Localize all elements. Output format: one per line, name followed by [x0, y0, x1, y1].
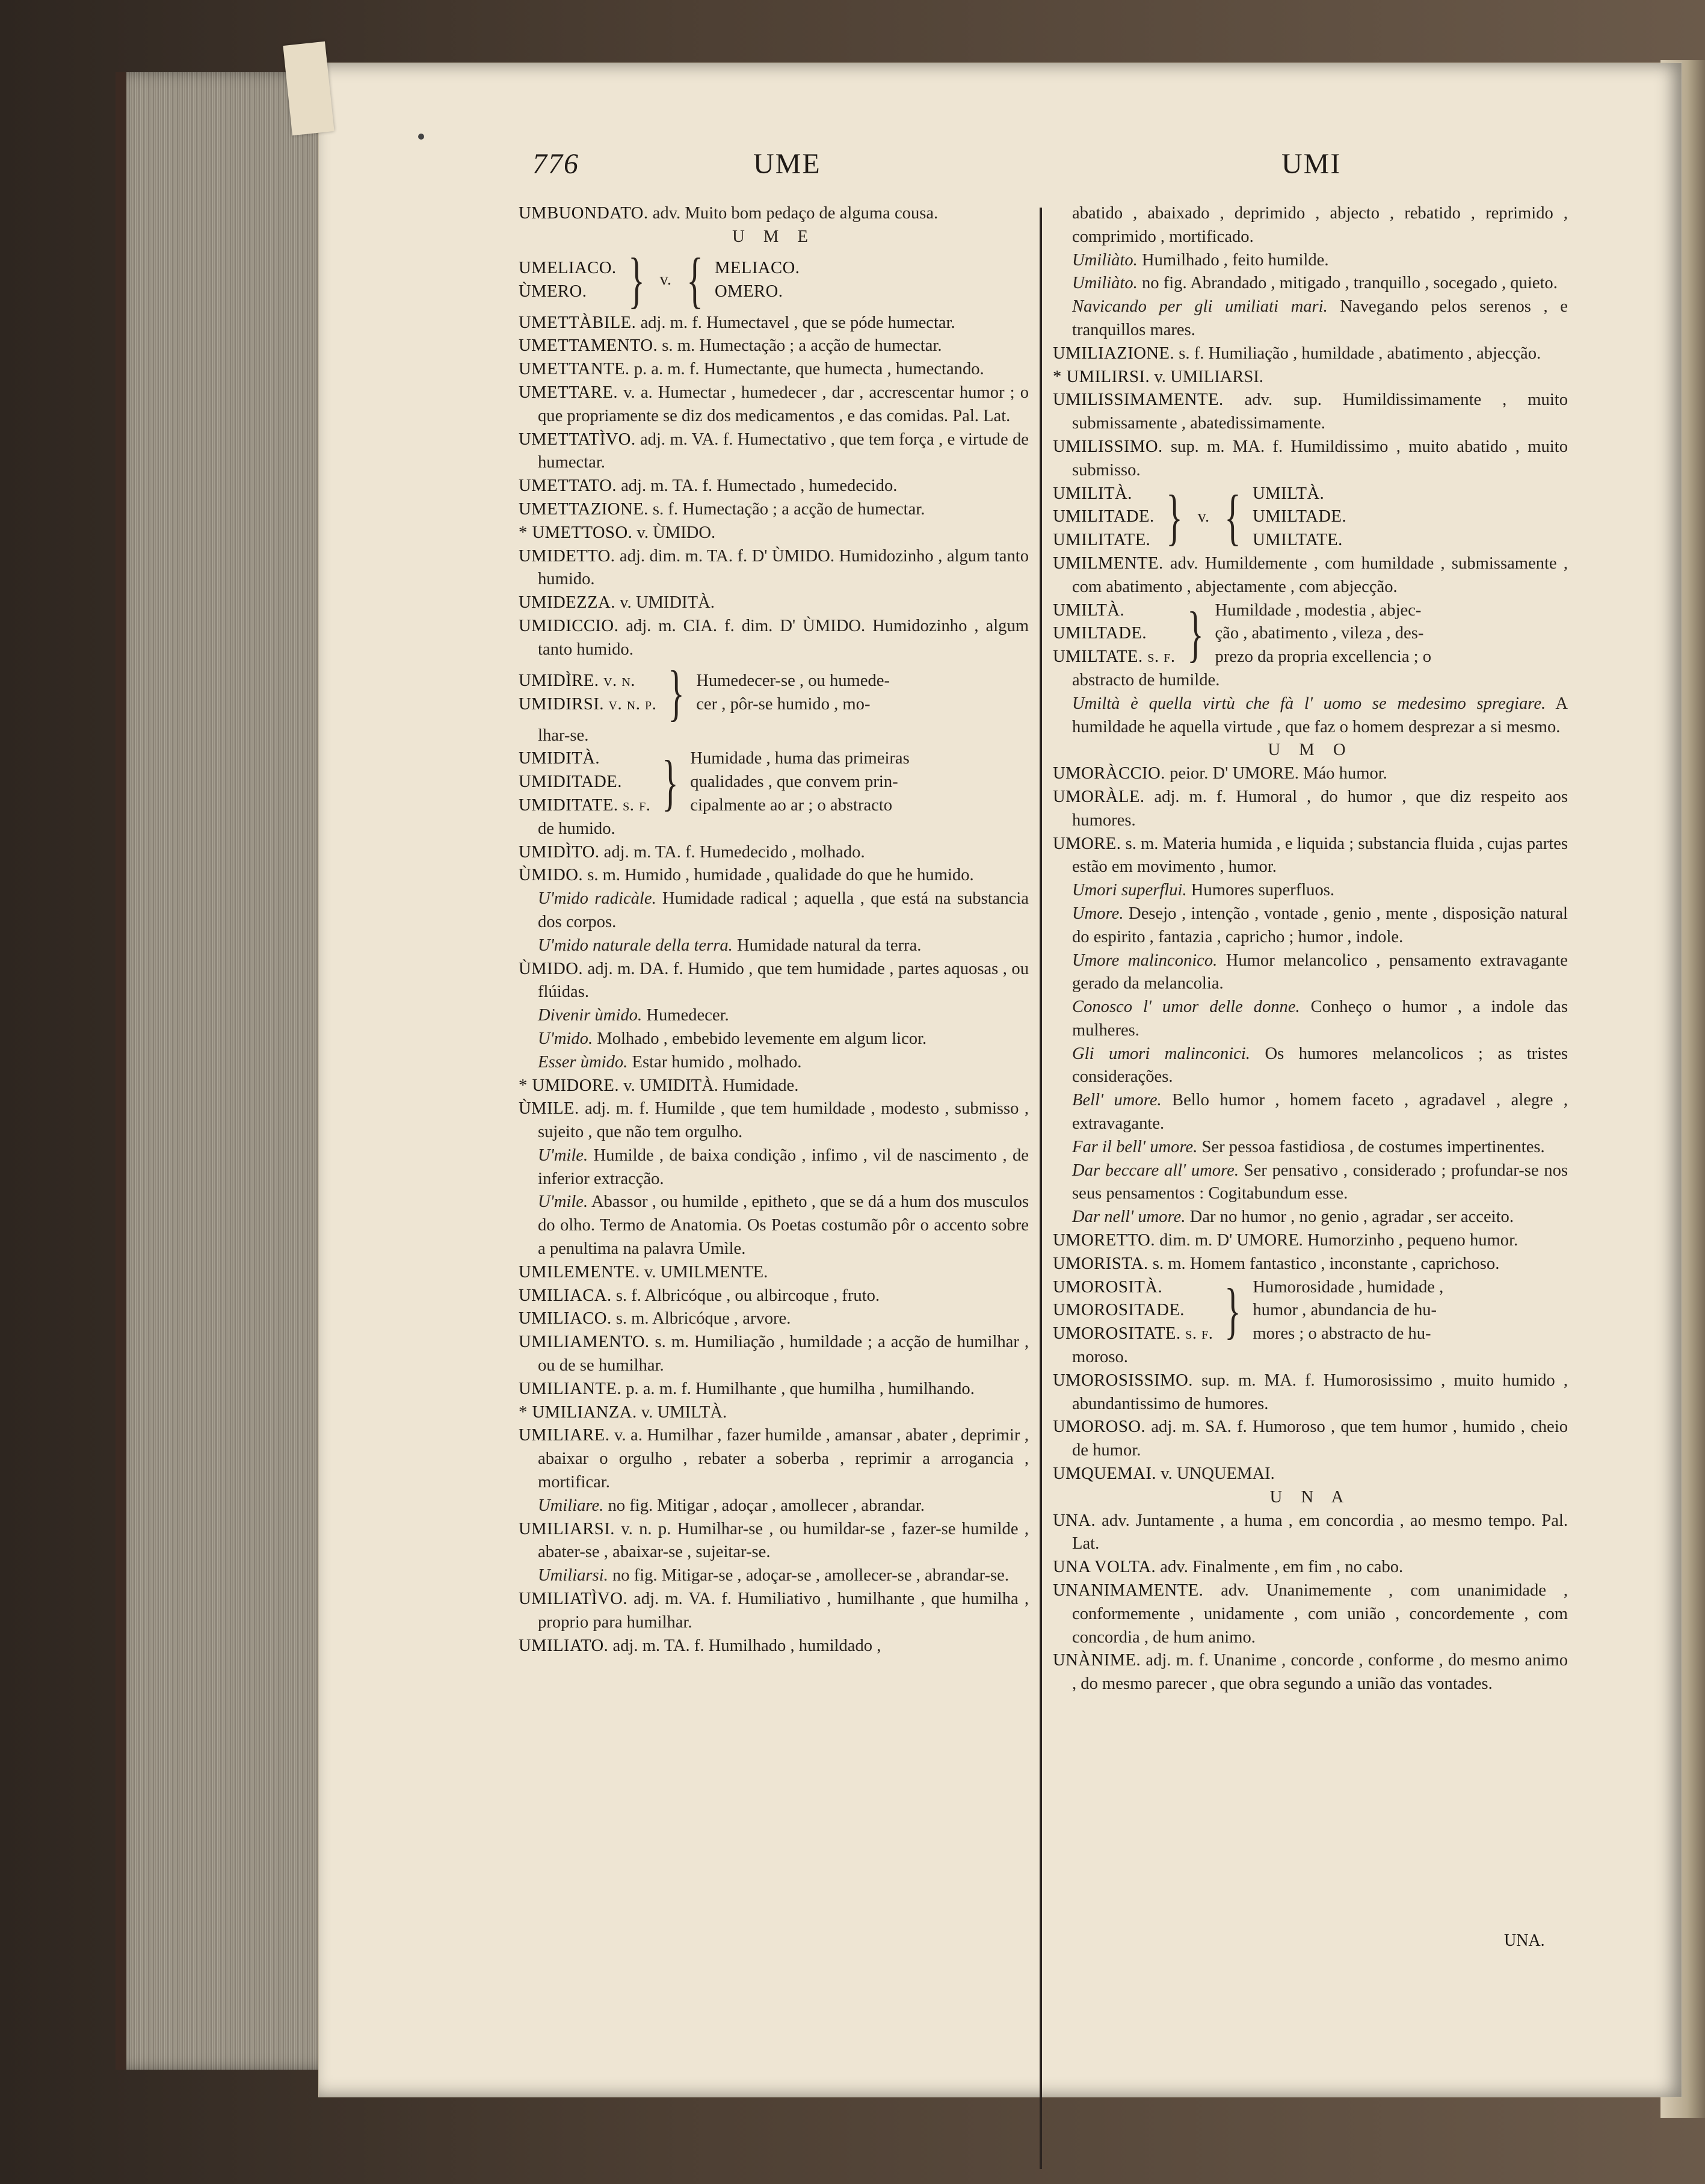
- dictionary-entry: [519, 1588, 1029, 1635]
- headword: ÙMIDO.: [519, 866, 584, 885]
- dictionary-entry: [519, 864, 1029, 887]
- sub-entry: [1053, 1043, 1568, 1090]
- bracketed-entry-group: [519, 747, 1029, 817]
- brace-icon: }: [1224, 1276, 1242, 1345]
- definition-line: OMERO.: [715, 282, 783, 301]
- definition: adj. m. f. Humectavel , que se póde humectar.: [636, 313, 955, 332]
- column-right: [1053, 202, 1568, 1696]
- headword: UMIDÌTO.: [519, 842, 600, 862]
- definition-line: ção , abatimento , vileza , des-: [1215, 624, 1424, 643]
- headword: UMILTADE.: [1053, 624, 1147, 643]
- dictionary-entry: [1053, 366, 1568, 389]
- phrase: Umore malinconico.: [1072, 951, 1218, 970]
- sub-entry: [1053, 693, 1568, 739]
- running-head-right: UMI: [1281, 148, 1342, 180]
- phrase: Esser ùmido.: [538, 1052, 628, 1072]
- sub-entry: [519, 1144, 1029, 1191]
- definition: s. m. Humiliação , humildade ; a acção de humilhar , ou de se humilhar.: [538, 1333, 1029, 1375]
- headword: UMIDICCIO.: [519, 616, 619, 635]
- phrase: Conosco l' umor delle donne.: [1072, 998, 1300, 1017]
- dictionary-entry: [519, 335, 1029, 358]
- headword: * UMIDORE.: [519, 1076, 620, 1095]
- definition: Humidade natural da terra.: [732, 936, 922, 955]
- dictionary-entry: [1053, 1229, 1568, 1253]
- definition-line: humor , abundancia de hu-: [1253, 1301, 1437, 1320]
- group-headwords: [1053, 1276, 1213, 1346]
- dictionary-entry: [1053, 436, 1568, 483]
- page-number: 776: [532, 148, 579, 180]
- definition-line: Humidade , huma das primeiras: [690, 749, 910, 768]
- column-divider: [1040, 208, 1042, 2169]
- headword: UMILIARSI.: [519, 1519, 615, 1538]
- headword: UMOROSITADE.: [1053, 1301, 1185, 1320]
- headword: UMILIAZIONE.: [1053, 344, 1175, 363]
- headword: UMILISSIMAMENTE.: [1053, 390, 1224, 410]
- headword: UMETTATÌVO.: [519, 430, 636, 449]
- definition-line: UMILTATE.: [1253, 531, 1343, 550]
- headword: UMILIACA.: [519, 1286, 612, 1305]
- headword: UMELIACO.: [519, 258, 617, 277]
- phrase: U'mile.: [538, 1192, 588, 1212]
- definition: v. UMIDITÀ. Humidade.: [619, 1076, 799, 1095]
- phrase: Umiltà è quella virtù che fà l' uomo se medesimo spregiare.: [1072, 694, 1546, 713]
- dictionary-entry: [519, 1075, 1029, 1098]
- definition-line: Humildade , modestia , abjec-: [1215, 600, 1422, 620]
- sub-entry: [1053, 902, 1568, 949]
- headword: UNÀNIME.: [1053, 1651, 1141, 1670]
- headword: UMIDETTO.: [519, 546, 615, 566]
- dictionary-entry: [519, 498, 1029, 522]
- definition: Dar no humor , no genio , agradar , ser acceito.: [1185, 1208, 1514, 1227]
- definition: v. ÙMIDO.: [632, 523, 716, 542]
- headword: UMETTÀBILE.: [519, 313, 637, 332]
- dictionary-entry: [519, 1261, 1029, 1285]
- phrase: U'mido radicàle.: [538, 889, 656, 908]
- definition: A humildade he aquella virtude , que faz o homem desprezar a si mesmo.: [1072, 694, 1568, 736]
- dictionary-entry: [519, 1378, 1029, 1401]
- brace-icon: {: [1224, 482, 1241, 552]
- group-definition: [1253, 483, 1568, 552]
- headword: UMOROSITATE. s. f.: [1053, 1324, 1213, 1343]
- definition: s. m. Humido , humidade , qualidade do que he humido.: [583, 866, 974, 885]
- definition: Humilhado , feito humilde.: [1137, 250, 1329, 270]
- dictionary-entry: [519, 202, 1029, 226]
- headword: UMIDÌRE. v. n.: [519, 671, 635, 690]
- definition: sup. m. MA. f. Humildissimo , muito abatido , muito submisso.: [1072, 437, 1568, 480]
- headword: UMIDITADE.: [519, 773, 622, 792]
- definition: abatido , abaixado , deprimido , abjecto , rebatido , reprimido , comprimido , mortificado.: [1072, 204, 1568, 246]
- sub-entry: [1053, 202, 1568, 249]
- phrase: Bell' umore.: [1072, 1091, 1162, 1110]
- definition-line: Humorosidade , humidade ,: [1253, 1277, 1444, 1297]
- headword: UMILIARE.: [519, 1426, 610, 1445]
- phrase: Umiliarsi.: [538, 1566, 608, 1585]
- definition-line: mores ; o abstracto de hu-: [1253, 1324, 1431, 1343]
- dictionary-entry: [519, 1401, 1029, 1425]
- brace-icon: }: [1186, 599, 1204, 668]
- definition: adv. Unanimemente , com unanimidade , conformemente , unidamente , com união , concordemente , com concordia , de hum animo.: [1072, 1581, 1568, 1647]
- headword: UMORISTA.: [1053, 1254, 1148, 1273]
- phrase: Umiliàto.: [1072, 274, 1138, 293]
- definition: s. m. Homem fantastico , inconstante , caprichoso.: [1148, 1254, 1500, 1273]
- bracketed-entry-group: [1053, 599, 1568, 669]
- definition: v. UMIDITÀ.: [615, 593, 715, 612]
- definition: no fig. Mitigar , adoçar , amollecer , abrandar.: [603, 1496, 925, 1515]
- definition: adj. m. f. Humoral , do humor , que diz respeito aos humores.: [1072, 787, 1568, 830]
- definition: Humor melancolico , pensamento extravagante gerado da melancolia.: [1072, 951, 1568, 993]
- definition: adj. m. SA. f. Humoroso , que tem humor , humido , cheio de humor.: [1072, 1417, 1568, 1460]
- headword: * UMILIANZA.: [519, 1402, 637, 1422]
- definition: v. UMILIARSI.: [1150, 367, 1263, 386]
- phrase: Umiliàto.: [1072, 250, 1138, 270]
- sub-entry: [1053, 295, 1568, 342]
- bracketed-entry-group: [1053, 483, 1568, 552]
- definition: s. f. Humectação ; a acção de humectar.: [648, 499, 925, 519]
- definition: Navegando pelos serenos , e tranquillos mares.: [1072, 297, 1568, 339]
- headword: UMOROSO.: [1053, 1417, 1146, 1437]
- phrase: Umori superflui.: [1072, 881, 1187, 900]
- definition: s. m. Materia humida , e liquida ; substancia fluida , cujas partes estão em movimento , humor.: [1072, 834, 1568, 877]
- sub-entry: [1053, 879, 1568, 902]
- definition: adj. m. DA. f. Humido , que tem humidade , partes aquosas , ou flúidas.: [538, 959, 1029, 1002]
- headword: UMORÀCCIO.: [1053, 764, 1165, 783]
- definition-line: UMILTADE.: [1253, 507, 1347, 526]
- definition: s. f. Humiliação , humildade , abatimento , abjecção.: [1174, 344, 1541, 363]
- definition: adj. dim. m. TA. f. D' ÙMIDO. Humidozinho , algum tanto humido.: [538, 546, 1029, 589]
- definition: Bello humor , homem faceto , agradavel , alegre , extravagante.: [1072, 1091, 1568, 1134]
- headword: UMILTÀ.: [1053, 600, 1125, 620]
- phrase: Umore.: [1072, 904, 1124, 923]
- definition: v. a. Humilhar , fazer humilde , amansar , abater , deprimir , abaixar o orgulho , rebater a soberba , reprimir a arrogancia , mortificar.: [538, 1426, 1029, 1492]
- group-definition: [690, 747, 1029, 817]
- dictionary-entry: [1053, 1463, 1568, 1486]
- sub-entry: [1053, 996, 1568, 1043]
- headword: UMETTAMENTO.: [519, 336, 658, 356]
- definition-continuation: lhar-se.: [538, 726, 589, 745]
- group-headwords: [519, 747, 650, 817]
- dictionary-entry: [1053, 342, 1568, 366]
- sub-entry: [1053, 949, 1568, 996]
- sub-entry: [519, 1191, 1029, 1260]
- column-left: [519, 202, 1029, 1658]
- dictionary-entry: [1053, 762, 1568, 786]
- definition: adj. m. VA. f. Humectativo , que tem força , e virtude de humectar.: [538, 430, 1029, 472]
- sub-entry: [519, 934, 1029, 958]
- headword: UMORE.: [1053, 834, 1121, 853]
- definition: adv. sup. Humildissimamente , muito submissamente , abatedissimamente.: [1072, 390, 1568, 433]
- definition-line: prezo da propria excellencia ; o: [1215, 647, 1432, 667]
- dictionary-entry: [519, 381, 1029, 428]
- definition: Estar humido , molhado.: [627, 1052, 802, 1072]
- definition: adj. m. VA. f. Humiliativo , humilhante , que humilha , proprio para humilhar.: [538, 1590, 1029, 1632]
- phrase: Dar beccare all' umore.: [1072, 1161, 1239, 1180]
- group-headwords: [1053, 483, 1155, 552]
- dictionary-entry: [1053, 1253, 1568, 1276]
- dictionary-entry: [519, 428, 1029, 475]
- dictionary-entry: [1053, 1416, 1568, 1463]
- section-heading: U M O: [1268, 741, 1353, 760]
- definition: adv. Muito bom pedaço de alguma cousa.: [648, 204, 939, 223]
- sub-entry: [1053, 249, 1568, 273]
- dictionary-entry: [1053, 1649, 1568, 1696]
- headword: UMILIACO.: [519, 1309, 612, 1328]
- dictionary-entry: [1053, 1510, 1568, 1556]
- phrase: Far il bell' umore.: [1072, 1137, 1198, 1156]
- definition: v. n. p. Humilhar-se , ou humildar-se , fazer-se humilde , abater-se , abaixar-se , sujeitar-se.: [538, 1519, 1029, 1562]
- headword: UMOROSITÀ.: [1053, 1277, 1163, 1297]
- brace-icon: }: [1165, 482, 1183, 552]
- sub-entry: [519, 1564, 1029, 1588]
- group-headwords: [519, 670, 656, 717]
- dictionary-entry: [519, 1097, 1029, 1144]
- sub-entry: [1053, 272, 1568, 295]
- definition: adj. m. TA. f. Humectado , humedecido.: [616, 477, 898, 496]
- definition: Ser pensativo , considerado ; profundar-se nos seus pensamentos : Cogitabundum esse.: [1072, 1161, 1568, 1203]
- headword: UMETTAZIONE.: [519, 499, 649, 519]
- definition: sup. m. MA. f. Humorosissimo , muito humido , abundantissimo de humores.: [1072, 1371, 1568, 1413]
- headword: UMORETTO.: [1053, 1231, 1155, 1250]
- dictionary-entry: [519, 1307, 1029, 1331]
- definition-line: MELIACO.: [715, 258, 800, 277]
- headword: UMILIATÌVO.: [519, 1590, 627, 1609]
- brace-icon: }: [668, 658, 685, 727]
- definition: adj. m. f. Humilde , que tem humildade , modesto , submisso , sujeito , que não tem orgulho.: [538, 1099, 1029, 1142]
- headword: UMIDITATE. s. f.: [519, 795, 651, 815]
- dictionary-entry: [519, 591, 1029, 615]
- headword: UMIDITÀ.: [519, 749, 600, 768]
- sub-entry: [1053, 1089, 1568, 1136]
- headword: UMILIANTE.: [519, 1379, 621, 1398]
- definition: Humedecer.: [642, 1006, 729, 1025]
- definition-continuation: moroso.: [1072, 1348, 1128, 1367]
- cross-reference-marker: v.: [659, 270, 672, 289]
- definition: adj. m. CIA. f. dim. D' ÙMIDO. Humidozinho , algum tanto humido.: [538, 616, 1029, 659]
- headword: ÙMILE.: [519, 1099, 579, 1118]
- group-headwords: [519, 257, 617, 304]
- group-definition: [696, 670, 1029, 717]
- phrase: Navicando per gli umiliati mari.: [1072, 297, 1328, 316]
- definition: peior. D' UMORE. Máo humor.: [1165, 764, 1387, 783]
- definition: Humores superfluos.: [1186, 881, 1335, 900]
- bracketed-entry-group: [519, 245, 1029, 315]
- dictionary-entry: [1053, 552, 1568, 599]
- headword: UMILMENTE.: [1053, 554, 1164, 573]
- dictionary-entry: [519, 1635, 1029, 1658]
- brace-icon: }: [662, 747, 679, 817]
- definition-line: cer , pôr-se humido , mo-: [696, 694, 871, 714]
- headword: UMILIAMENTO.: [519, 1333, 650, 1352]
- phrase: U'mile.: [538, 1146, 588, 1165]
- definition-continuation: de humido.: [538, 819, 615, 838]
- brace-icon: }: [627, 245, 645, 315]
- headword: UMILITATE.: [1053, 531, 1151, 550]
- dictionary-entry: [1053, 1369, 1568, 1416]
- sub-entry: [1053, 1206, 1568, 1229]
- dictionary-entry: [519, 615, 1029, 662]
- group-definition: [1215, 599, 1568, 669]
- definition-continuation: abstracto de humilde.: [1072, 670, 1220, 689]
- section-heading: U M E: [732, 227, 815, 246]
- definition: adj. m. TA. f. Humilhado , humildado ,: [608, 1636, 881, 1655]
- dictionary-entry: [519, 841, 1029, 865]
- book-page-edges: [116, 72, 349, 2070]
- phrase: Gli umori malinconici.: [1072, 1044, 1250, 1063]
- definition: Desejo , intenção , vontade , genio , mente , disposição natural do espirito , fantazia , capricho ; humor , indole.: [1072, 904, 1568, 946]
- brace-icon: {: [686, 245, 703, 315]
- headword: UMETTATO.: [519, 477, 617, 496]
- definition: Molhado , embebido levemente em algum licor.: [593, 1029, 927, 1048]
- headword: UNA VOLTA.: [1053, 1558, 1156, 1577]
- dictionary-entry: [519, 1518, 1029, 1565]
- cross-reference-marker: v.: [1197, 507, 1210, 526]
- phrase: Dar nell' umore.: [1072, 1208, 1186, 1227]
- sub-entry: [519, 1495, 1029, 1518]
- definition: Humidade radical ; aquella , que está na substancia dos corpos.: [538, 889, 1029, 931]
- headword: UMIDEZZA.: [519, 593, 615, 612]
- definition-line: qualidades , que convem prin-: [690, 773, 898, 792]
- sub-entry: [1053, 1159, 1568, 1206]
- sub-entry: [519, 1004, 1029, 1028]
- headword: UNANIMAMENTE.: [1053, 1581, 1204, 1600]
- phrase: Umiliare.: [538, 1496, 604, 1515]
- definition: Os humores melancolicos ; as tristes considerações.: [1072, 1044, 1568, 1087]
- headword: UMOROSISSIMO.: [1053, 1371, 1193, 1390]
- definition: s. m. Albricóque , arvore.: [611, 1309, 791, 1328]
- sub-entry: [1053, 1136, 1568, 1159]
- headword: UMBUONDATO.: [519, 204, 649, 223]
- headword: * UMETTOSO.: [519, 523, 633, 542]
- definition: adv. Humildemente , com humildade , submissamente , com abatimento , abjectamente , com abjecção.: [1072, 554, 1568, 596]
- headword: UMILISSIMO.: [1053, 437, 1163, 456]
- headword: UMILITÀ.: [1053, 484, 1132, 503]
- definition: no fig. Mitigar-se , adoçar-se , amollecer-se , abrandar-se.: [608, 1566, 1009, 1585]
- headword: UMILTATE. s. f.: [1053, 647, 1176, 667]
- group-definition: [715, 257, 1029, 304]
- phrase: Divenir ùmido.: [538, 1006, 643, 1025]
- headword: UMETTARE.: [519, 383, 618, 402]
- headword: UMILEMENTE.: [519, 1262, 640, 1282]
- headword: ÙMIDO.: [519, 959, 584, 978]
- ink-dot: [418, 134, 424, 140]
- definition: p. a. m. f. Humilhante , que humilha , humilhando.: [621, 1379, 975, 1398]
- dictionary-entry: [519, 545, 1029, 592]
- definition: v. UNQUEMAI.: [1156, 1464, 1275, 1484]
- headword: * UMILIRSI.: [1053, 367, 1150, 386]
- dictionary-entry: [1053, 1556, 1568, 1579]
- dictionary-entry: [519, 1424, 1029, 1494]
- definition: dim. m. D' UMORE. Humorzinho , pequeno humor.: [1155, 1231, 1518, 1250]
- sub-entry: [519, 887, 1029, 934]
- phrase: U'mido naturale della terra.: [538, 936, 733, 955]
- section-heading: U N A: [1269, 1487, 1351, 1507]
- dictionary-entry: [519, 475, 1029, 498]
- definition: Conheço o humor , a indole das mulheres.: [1072, 998, 1568, 1040]
- definition: adv. Juntamente , a huma , em concordia , ao mesmo tempo. Pal. Lat.: [1072, 1511, 1568, 1553]
- running-head-left: UME: [753, 148, 821, 180]
- dictionary-entry: [1053, 833, 1568, 880]
- dictionary-entry: [519, 1285, 1029, 1308]
- phrase: U'mido.: [538, 1029, 593, 1048]
- headword: UMQUEMAI.: [1053, 1464, 1157, 1484]
- bracketed-entry-group: [519, 658, 1029, 727]
- definition: p. a. m. f. Humectante, que humecta , humectando.: [629, 360, 984, 379]
- headword: UMIDIRSI. v. n. p.: [519, 694, 657, 714]
- dictionary-entry: [519, 958, 1029, 1005]
- definition: Abassor , ou humilde , epitheto , que se dá a hum dos musculos do olho. Termo de Anatomia. Os Poetas costumão pôr o accento sobre a penultima na palavra Umìle.: [538, 1192, 1029, 1259]
- headword: UMETTANTE.: [519, 360, 630, 379]
- definition-line: cipalmente ao ar ; o abstracto: [690, 795, 893, 815]
- dictionary-entry: [519, 358, 1029, 381]
- definition: Humilde , de baixa condição , infimo , vil de nascimento , de inferior extracção.: [538, 1146, 1029, 1188]
- sub-entry: [519, 1051, 1029, 1075]
- definition: v. a. Humectar , humedecer , dar , accrescentar humor ; o que propriamente se diz dos medicamentos , e das comidas. Pal. Lat.: [538, 383, 1029, 425]
- headword: UMILITADE.: [1053, 507, 1155, 526]
- headword: UNA.: [1053, 1511, 1096, 1530]
- group-definition: [1253, 1276, 1568, 1346]
- dictionary-entry: [1053, 389, 1568, 436]
- headword: UMILIATO.: [519, 1636, 609, 1655]
- definition: adj. m. f. Unanime , concorde , conforme , do mesmo animo , do mesmo parecer , que obra segundo a união das vontades.: [1072, 1651, 1568, 1694]
- dictionary-entry: [1053, 1579, 1568, 1649]
- definition-line: UMILTÀ.: [1253, 484, 1325, 503]
- definition: v. UMILMENTE.: [640, 1262, 768, 1282]
- definition: s. f. Albricóque , ou albircoque , fruto.: [611, 1286, 880, 1305]
- group-headwords: [1053, 599, 1176, 669]
- definition: Ser pessoa fastidiosa , de costumes impertinentes.: [1197, 1137, 1545, 1156]
- sub-entry: [519, 1028, 1029, 1051]
- bracketed-entry-group: [1053, 1276, 1568, 1346]
- definition: s. m. Humectação ; a acção de humectar.: [658, 336, 942, 356]
- headword: ÙMERO.: [519, 282, 587, 301]
- dictionary-entry: [519, 1331, 1029, 1378]
- definition: adj. m. TA. f. Humedecido , molhado.: [599, 842, 865, 862]
- definition: v. UMILTÀ.: [637, 1402, 727, 1422]
- dictionary-entry: [519, 312, 1029, 335]
- definition-line: Humedecer-se , ou humede-: [696, 671, 890, 690]
- catchword: UNA.: [1504, 1931, 1545, 1950]
- dictionary-entry: [519, 522, 1029, 545]
- definition: adv. Finalmente , em fim , no cabo.: [1156, 1558, 1404, 1577]
- headword: UMORÀLE.: [1053, 787, 1145, 806]
- definition: no fig. Abrandado , mitigado , tranquillo , socegado , quieto.: [1137, 274, 1558, 293]
- dictionary-entry: [1053, 786, 1568, 833]
